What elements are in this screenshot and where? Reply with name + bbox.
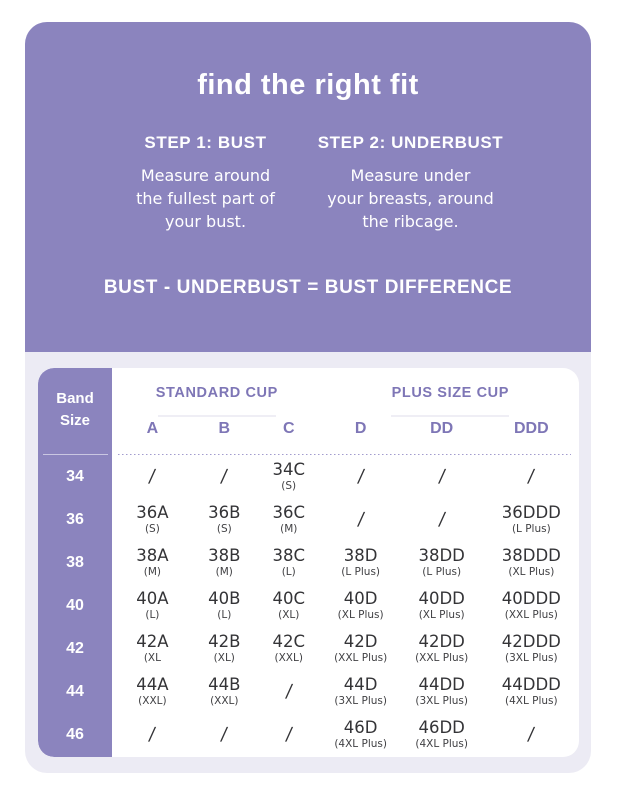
table-row [112, 584, 579, 627]
table-row [112, 455, 579, 498]
size-cell-empty [256, 714, 322, 757]
size-fit-label: (4XL Plus) [334, 738, 387, 751]
size-fit-label: (L) [217, 608, 232, 621]
size-fit-label: (S) [144, 522, 160, 535]
size-cell [322, 541, 400, 584]
size-cell-empty [322, 498, 400, 541]
size-fit-label: (M) [215, 565, 233, 578]
size-fit-label: (XL Plus) [337, 608, 384, 621]
band-size-label: 44 [66, 683, 84, 701]
size-cell [484, 671, 579, 714]
table-row [112, 671, 579, 714]
step-1-bust [103, 133, 308, 233]
column-header-c: C [282, 420, 295, 437]
band-size-label: 42 [66, 640, 84, 658]
size-fit-label: (XXL Plus) [415, 652, 469, 665]
size-value: 36DDD [501, 502, 561, 522]
size-value: 40DDD [501, 588, 561, 608]
size-value: 42D [343, 632, 378, 652]
size-value: 34C [272, 459, 305, 479]
column-header-d: D [354, 420, 367, 437]
instruction-section [25, 22, 591, 352]
cup-size-columns [112, 368, 579, 757]
size-table-section [25, 352, 591, 773]
size-value: / [147, 465, 157, 487]
size-cell [193, 628, 256, 671]
standard-cup-group-header [112, 371, 322, 417]
size-value: 42B [208, 632, 241, 652]
size-fit-label: (4XL Plus) [415, 738, 468, 751]
size-fit-label: (XXL Plus) [334, 652, 388, 665]
size-fit-label: (3XL Plus) [415, 695, 468, 708]
size-value: 36C [272, 502, 305, 522]
size-value: / [437, 508, 447, 530]
step-2-heading: STEP 2: UNDERBUST [317, 133, 504, 152]
size-fit-label: (XL) [213, 652, 235, 665]
size-cell [112, 541, 193, 584]
band-size-label: 40 [66, 596, 84, 614]
step-2-line-3: the ribcage. [362, 212, 459, 231]
size-value: 40A [136, 588, 169, 608]
size-cell [400, 628, 484, 671]
band-size-label: 38 [66, 553, 84, 571]
step-2-underbust [308, 133, 513, 233]
size-fit-label: (L Plus) [341, 565, 381, 578]
band-size-header [38, 368, 112, 455]
size-fit-label: (XXL Plus) [504, 608, 558, 621]
size-fit-label: (XL Plus) [508, 565, 555, 578]
size-value: 38C [272, 545, 305, 565]
size-value: / [219, 465, 229, 487]
size-cell [484, 498, 579, 541]
size-cell [400, 714, 484, 757]
table-rows [112, 455, 579, 757]
size-value: 40C [272, 588, 305, 608]
size-cell-empty [484, 455, 579, 498]
size-cell-empty [400, 498, 484, 541]
size-value: / [356, 465, 366, 487]
band-size-label: 36 [66, 510, 84, 528]
size-value: / [147, 724, 157, 746]
size-cell-empty [112, 714, 193, 757]
size-fit-label: (M) [280, 522, 298, 535]
band-size-header-line2: Size [59, 412, 90, 429]
size-value: / [526, 465, 536, 487]
size-value: 44D [343, 675, 378, 695]
measuring-steps [25, 133, 591, 233]
column-header-a: A [146, 420, 159, 437]
table-row [112, 498, 579, 541]
band-numbers [38, 455, 112, 757]
size-cell [484, 584, 579, 627]
step-1-line-2: the fullest part of [136, 189, 275, 208]
size-value: 42C [272, 632, 305, 652]
size-cell [256, 455, 322, 498]
step-1-heading: STEP 1: BUST [144, 133, 267, 152]
size-cell [193, 584, 256, 627]
size-value: 42A [136, 632, 169, 652]
size-fit-label: (4XL Plus) [505, 695, 558, 708]
size-fit-label: (3XL Plus) [505, 652, 558, 665]
bust-difference-formula: BUST - UNDERBUST = BUST DIFFERENCE [103, 277, 513, 298]
size-value: 44B [208, 675, 241, 695]
size-fit-label: (M) [143, 565, 162, 578]
plus-size-cup-label: PLUS SIZE CUP [391, 385, 509, 401]
size-fit-label: (XL) [278, 608, 300, 621]
size-cell [256, 541, 322, 584]
table-header [112, 368, 579, 455]
size-cell [322, 628, 400, 671]
size-cell [112, 498, 193, 541]
plus-size-cup-underline [391, 415, 509, 417]
step-1-line-3: your bust. [164, 212, 247, 231]
size-fit-label: (S) [216, 522, 232, 535]
size-cell [112, 584, 193, 627]
size-cell [322, 714, 400, 757]
standard-cup-underline [158, 415, 276, 417]
size-value: 44DDD [501, 675, 561, 695]
column-header-dd: DD [430, 420, 454, 437]
page-title: find the right fit [197, 69, 419, 101]
size-cell [484, 541, 579, 584]
size-cell [256, 584, 322, 627]
size-fit-label: (XL Plus) [418, 608, 465, 621]
size-cell [256, 628, 322, 671]
size-value: / [284, 724, 294, 746]
size-value: / [526, 724, 536, 746]
size-cell-empty [256, 671, 322, 714]
size-value: 42DD [418, 632, 465, 652]
size-value: 46DD [418, 718, 465, 738]
size-value: 38DD [418, 545, 465, 565]
size-fit-label: (XXL) [274, 652, 303, 665]
size-cell [400, 541, 484, 584]
size-fit-label: (L) [281, 565, 296, 578]
size-value: 44A [136, 675, 169, 695]
table-row [112, 628, 579, 671]
size-cell [256, 498, 322, 541]
step-2-line-1: Measure under [350, 166, 471, 185]
fit-guide-card [25, 22, 591, 773]
size-cell [400, 671, 484, 714]
size-value: 40B [208, 588, 241, 608]
table-row [112, 714, 579, 757]
column-header-ddd: DDD [513, 420, 549, 437]
size-value: 38DDD [501, 545, 561, 565]
size-table [38, 368, 579, 757]
size-fit-label: (S) [281, 479, 297, 492]
band-size-label: 46 [66, 726, 84, 744]
size-cell [400, 584, 484, 627]
size-value: 38A [136, 545, 169, 565]
size-cell [193, 541, 256, 584]
size-cell [112, 671, 193, 714]
standard-cup-label: STANDARD CUP [155, 385, 278, 401]
size-value: / [356, 508, 366, 530]
size-value: 40DD [418, 588, 465, 608]
size-cell-empty [322, 455, 400, 498]
size-value: 42DDD [501, 632, 561, 652]
size-cell [322, 584, 400, 627]
size-cell [322, 671, 400, 714]
band-size-column [38, 368, 112, 757]
size-value: 40D [343, 588, 378, 608]
band-size-label: 34 [66, 467, 84, 485]
size-fit-label: (L) [145, 608, 160, 621]
size-value: / [219, 724, 229, 746]
table-row [112, 541, 579, 584]
size-cell-empty [400, 455, 484, 498]
size-value: / [284, 681, 294, 703]
size-cell-empty [193, 714, 256, 757]
step-2-line-2: your breasts, around [327, 189, 494, 208]
size-cell [193, 671, 256, 714]
size-value: 38D [343, 545, 378, 565]
size-fit-label: (XXL) [210, 695, 239, 708]
size-fit-label: (XL [143, 652, 161, 665]
size-value: 36B [208, 502, 241, 522]
band-size-header-line1: Band [56, 390, 94, 407]
size-cell-empty [484, 714, 579, 757]
size-fit-label: (L Plus) [422, 565, 462, 578]
size-cell-empty [112, 455, 193, 498]
size-cell [112, 628, 193, 671]
size-cell [484, 628, 579, 671]
size-cell [193, 498, 256, 541]
size-value: 38B [208, 545, 241, 565]
size-value: 46D [343, 718, 378, 738]
size-fit-label: (XXL) [138, 695, 167, 708]
step-1-line-1: Measure around [140, 166, 271, 185]
size-value: 36A [136, 502, 169, 522]
size-value: / [437, 465, 447, 487]
size-cell-empty [193, 455, 256, 498]
size-fit-label: (L Plus) [511, 522, 551, 535]
column-header-b: B [218, 420, 231, 437]
plus-size-cup-group-header [322, 371, 579, 417]
size-value: 44DD [418, 675, 465, 695]
size-fit-label: (3XL Plus) [334, 695, 387, 708]
